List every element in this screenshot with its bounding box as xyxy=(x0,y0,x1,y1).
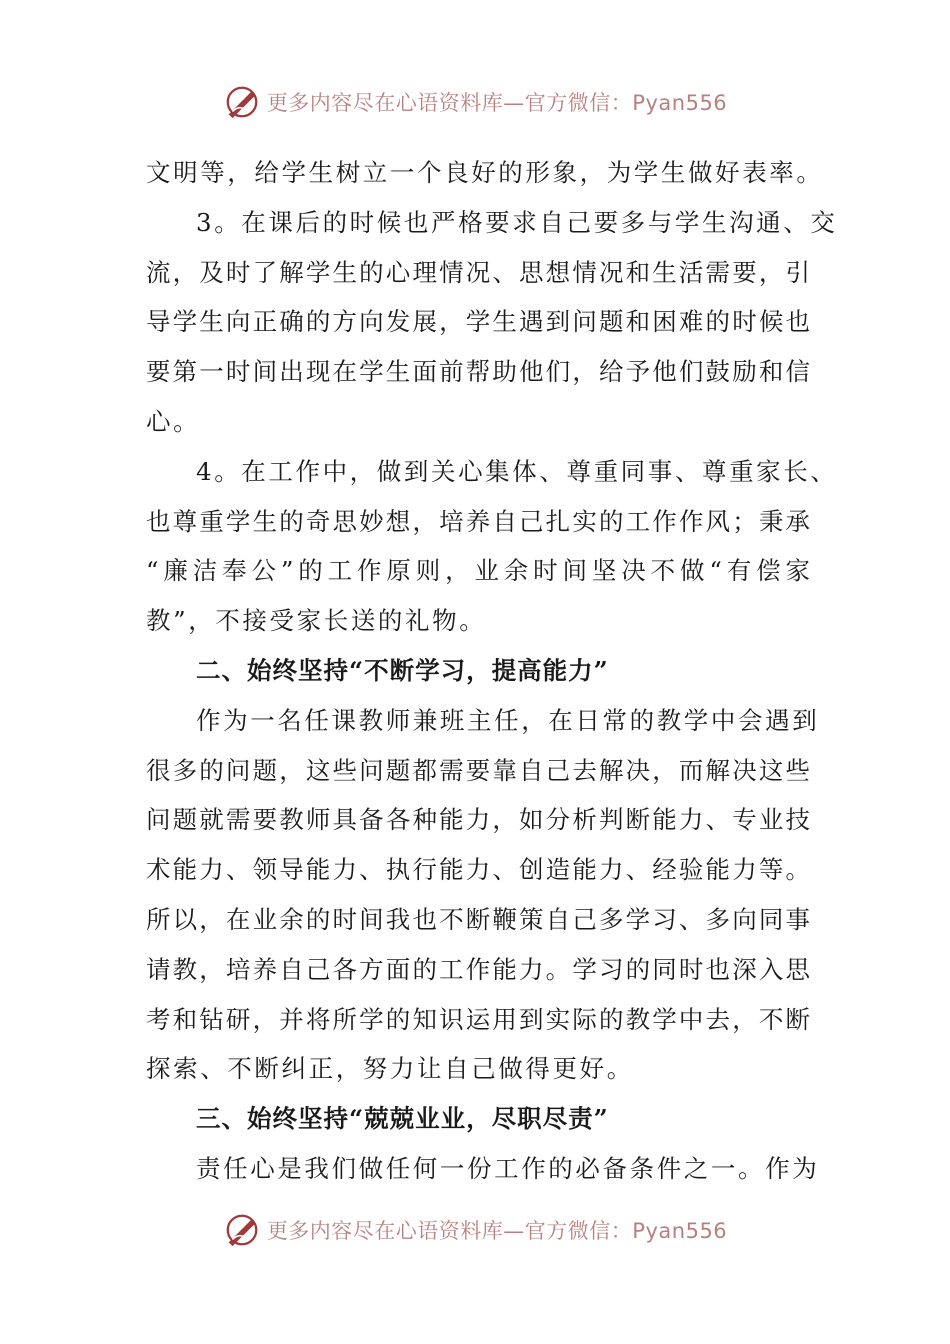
paragraph-line: 流，及时了解学生的心理情况、思想情况和生活需要，引 xyxy=(146,257,810,287)
banner-text: 更多内容尽在心语资料库—官方微信：Pyan556 xyxy=(266,91,728,115)
paragraph-line: 很多的问题，这些问题都需要靠自己去解决，而解决这些 xyxy=(146,755,810,785)
document-body xyxy=(146,148,838,1194)
paragraph-line: 心。 xyxy=(146,406,201,436)
section-heading: 三、始终坚持“兢兢业业，尽职尽责” xyxy=(196,1104,609,1134)
paragraph-line: 所以，在业余的时间我也不断鞭策自己多学习、多向同事 xyxy=(146,904,810,934)
paragraph-line: 问题就需要教师具备各种能力，如分析判断能力、专业技 xyxy=(146,805,810,835)
paragraph-line: 探索、不断纠正，努力让自己做得更好。 xyxy=(146,1054,634,1084)
paragraph-line: “廉洁奉公”的工作原则，业余时间坚决不做“有偿家 xyxy=(146,556,810,586)
paragraph-line: 也尊重学生的奇思妙想，培养自己扎实的工作作风；秉承 xyxy=(146,506,810,536)
paragraph-line: 导学生向正确的方向发展，学生遇到问题和困难的时候也 xyxy=(146,307,810,337)
paragraph-line: 文明等，给学生树立一个良好的形象，为学生做好表率。 xyxy=(146,158,824,187)
banner-text: 更多内容尽在心语资料库—官方微信：Pyan556 xyxy=(266,1219,728,1243)
pen-circle-logo-icon xyxy=(223,83,261,121)
footer-banner xyxy=(0,1210,950,1250)
paragraph-line: 术能力、领导能力、执行能力、创造能力、经验能力等。 xyxy=(146,855,810,885)
paragraph-line: 4。在工作中，做到关心集体、尊重同事、尊重家长、 xyxy=(196,456,838,486)
pen-circle-logo-icon xyxy=(223,1211,261,1249)
paragraph-line: 作为一名任课教师兼班主任，在日常的教学中会遇到 xyxy=(196,705,820,735)
section-heading: 二、始终坚持“不断学习，提高能力” xyxy=(196,655,609,685)
paragraph-line: 责任心是我们做任何一份工作的必备条件之一。作为 xyxy=(196,1153,820,1183)
paragraph-line: 请教，培养自己各方面的工作能力。学习的同时也深入思 xyxy=(146,954,810,984)
header-banner xyxy=(0,82,950,122)
paragraph-line: 教”，不接受家长送的礼物。 xyxy=(146,606,487,636)
paragraph-line: 考和钻研，并将所学的知识运用到实际的教学中去，不断 xyxy=(146,1004,810,1034)
paragraph-line: 要第一时间出现在学生面前帮助他们，给予他们鼓励和信 xyxy=(146,357,810,387)
paragraph-line: 3。在课后的时候也严格要求自己要多与学生沟通、交 xyxy=(196,207,838,237)
